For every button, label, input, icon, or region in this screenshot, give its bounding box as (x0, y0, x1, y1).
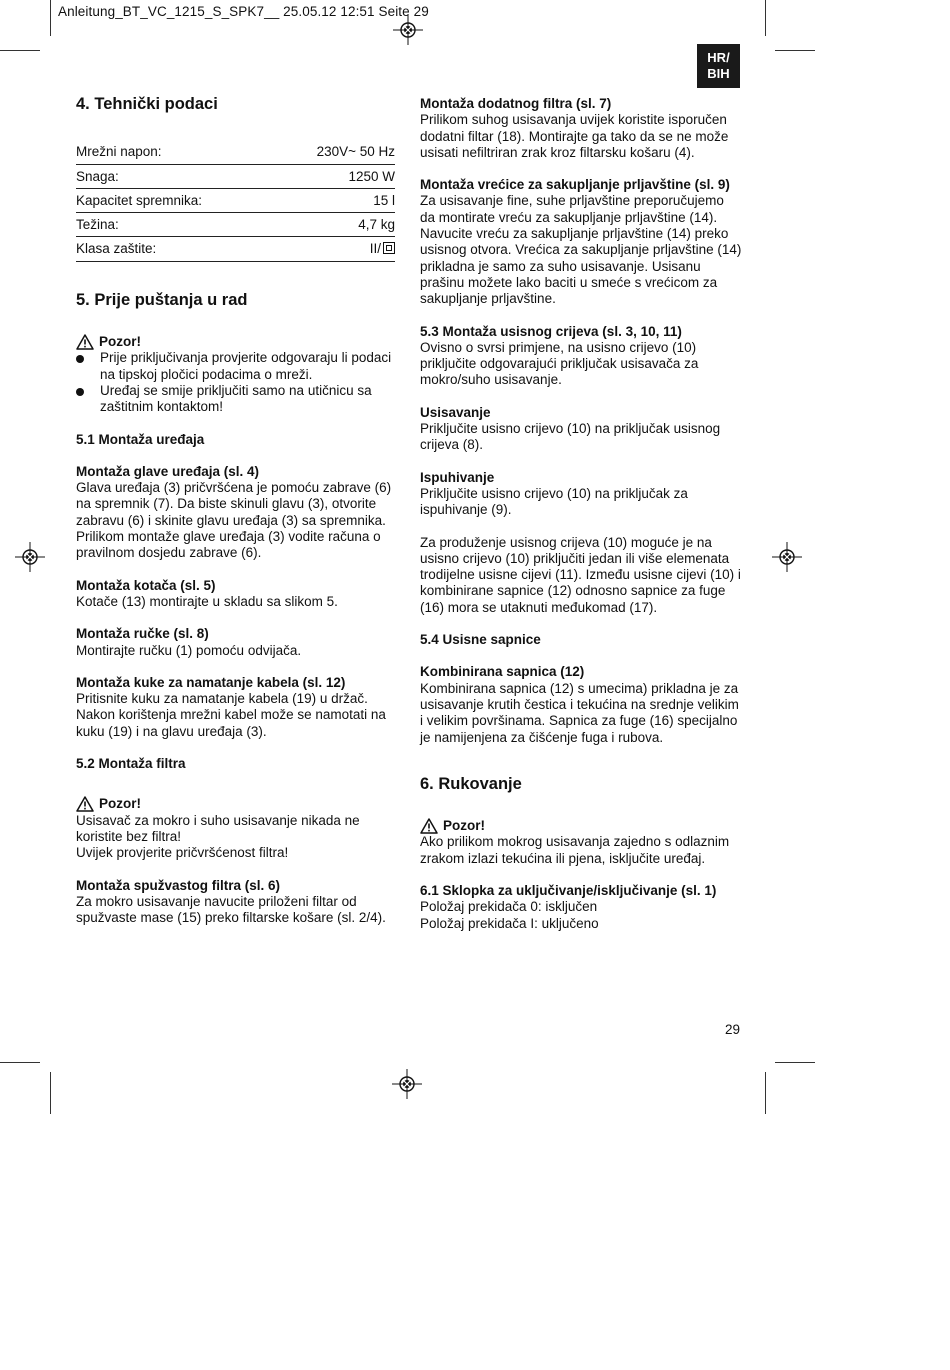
warning-label: Pozor! (99, 334, 141, 350)
language-badge-line1: HR/ (707, 50, 730, 65)
spec-value: II/ (369, 241, 381, 257)
paragraph: Glava uređaja (3) pričvršćena je pomoću zabrave (6) na spremnik (7). Da biste skinuli glavu (3), otvorite zabravu (6) i skinite glavu uređaja (3) sa spremnika. Prilikom montaže glave uređaja (3) vodite računa o pravilnom dosjedu zabrave (6). (76, 480, 392, 561)
spec-value: 15 l (273, 188, 395, 212)
paragraph: Kombinirana sapnica (12) s umecima) prikladna je za usisavanje krutih čestica i tekućina na srednje velikim i velikim površinama. Sapnica za fuge (16) specijalno je namijenjena za čišćenje fuga i rubova. (420, 680, 739, 745)
crop-line (0, 1062, 40, 1063)
paragraph-title: Montaža spužvastog filtra (sl. 6) (76, 877, 281, 893)
spec-label: Snaga: (76, 164, 273, 188)
section4-title: 4. Tehnički podaci (76, 95, 218, 113)
paragraph: Za usisavanje fine, suhe prljavštine preporučujemo da montirate vreću za sakupljanje prljavštine (14). Navucite vreću za sakupljanje prljavštine (14) preko usisnog otvora. Vrećica za sakupljanje prljavštine (14) prikladna je samo za suho usisavanje. Usisanu prašinu možete lako baciti u smeće s vrećicom za sakupljanje prljavštine. (420, 193, 742, 307)
registration-mark-icon (772, 542, 802, 572)
paragraph-title: Montaža ručke (sl. 8) (76, 626, 209, 642)
paragraph-title: Montaža vrećice za sakupljanje prljavštine (sl. 9) (420, 177, 730, 193)
section5-title: 5. Prije puštanja u rad (76, 290, 248, 309)
warning-triangle-icon (76, 796, 94, 812)
language-badge-line2: BIH (707, 66, 730, 81)
paragraph-title: Kombinirana sapnica (12) (420, 664, 585, 680)
crop-line (775, 50, 815, 51)
list-item: Prije priključivanja provjerite odgovaraju li podaci na tipskoj pločici podacima o mreži. (76, 350, 396, 383)
spec-value: 230V~ 50 Hz (273, 140, 395, 164)
crop-line (765, 1072, 766, 1114)
protection-class-icon (383, 242, 395, 254)
paragraph: Ovisno o svrsi primjene, na usisno crijevo (10) priključite odgovarajući priključak usisavača za mokro/suho usisavanje. (420, 339, 699, 388)
right-column (420, 92, 742, 932)
paragraph-title: Montaža kotača (sl. 5) (76, 577, 216, 593)
warning-label: Pozor! (99, 796, 141, 812)
registration-mark-icon (393, 15, 423, 45)
paragraph: Priključite usisno crijevo (10) na priključak usisnog crijeva (8). (420, 421, 721, 453)
crop-line (775, 1062, 815, 1063)
spec-value: 1250 W (273, 164, 395, 188)
paragraph: Položaj prekidača I: uključeno (420, 915, 599, 931)
spec-value-cell (273, 237, 395, 261)
language-badge (697, 44, 740, 88)
warning-triangle-icon (76, 334, 94, 350)
warning-heading (76, 796, 396, 812)
subsection-title: 6.1 Sklopka za uključivanje/isključivanje (sl. 1) (420, 882, 717, 898)
warning-triangle-icon (420, 818, 438, 834)
spec-label: Mrežni napon: (76, 140, 273, 164)
spec-row (76, 213, 395, 237)
spec-label: Kapacitet spremnika: (76, 188, 273, 212)
bullet-list (76, 350, 396, 415)
page-number: 29 (725, 1022, 741, 1037)
paragraph: Pritisnite kuku za namatanje kabela (19) u držač. Nakon korištenja mrežni kabel može se namotati na kuku (19) i na glavu uređaja (3). (76, 691, 386, 739)
crop-line (50, 0, 51, 36)
spec-row (76, 164, 395, 188)
crop-line (765, 0, 766, 36)
paragraph: Položaj prekidača 0: isključen (420, 899, 598, 915)
spec-label: Klasa zaštite: (76, 237, 273, 261)
paragraph-title: Ispuhivanje (420, 469, 495, 485)
section6-title: 6. Rukovanje (420, 774, 522, 793)
spec-table (76, 140, 395, 261)
paragraph-title: Montaža kuke za namatanje kabela (sl. 12) (76, 674, 346, 690)
crop-line (50, 1072, 51, 1114)
paragraph: Za mokro usisavanje navucite priloženi filtar od spužvaste mase (15) preko filtarske košare (sl. 2/4). (76, 893, 386, 926)
paragraph: Za produženje usisnog crijeva (10) moguće je na usisno crijevo (10) priključiti jedan ili više elemenata trodijelne usisne cijevi (11). Između usisne cijevi (10) i kombinirane sapnice (12) odnosno sapnice za fuge (16) mora se utaknuti međukomad (17). (420, 534, 741, 615)
spec-row (76, 237, 395, 261)
warning-label: Pozor! (443, 818, 485, 834)
paragraph: Priključite usisno crijevo (10) na priključak za ispuhivanje (9). (420, 485, 688, 518)
paragraph: Kotače (13) montirajte u skladu sa slikom 5. (76, 593, 338, 609)
spec-label: Težina: (76, 213, 273, 237)
subsection-title: 5.3 Montaža usisnog crijeva (sl. 3, 10, 11) (420, 323, 682, 339)
paragraph: Uvijek provjerite pričvršćenost filtra! (76, 845, 289, 861)
paragraph: Prilikom suhog usisavanja uvijek koristite isporučen dodatni filtar (18). Montirajte ga tako da se ne može usisati nefiltriran zrak kroz filtarsku košaru (4). (420, 112, 729, 160)
warning-heading (76, 334, 396, 350)
spec-value: 4,7 kg (273, 213, 395, 237)
print-header: Anleitung_BT_VC_1215_S_SPK7__ 25.05.12 12:51 Seite 29 (58, 4, 429, 19)
paragraph-title: Montaža dodatnog filtra (sl. 7) (420, 96, 612, 111)
paragraph-title: Montaža glave uređaja (sl. 4) (76, 463, 260, 479)
crop-line (0, 50, 40, 51)
spec-row (76, 140, 395, 164)
spec-row (76, 188, 395, 212)
paragraph-title: Usisavanje (420, 404, 491, 420)
subsection-title: 5.2 Montaža filtra (76, 756, 186, 772)
paragraph: Ako prilikom mokrog usisavanja zajedno s odlaznim zrakom izlazi tekućina ili pjena, isključite uređaj. (420, 834, 730, 866)
subsection-title: 5.4 Usisne sapnice (420, 632, 541, 648)
registration-mark-icon (392, 1069, 422, 1099)
warning-heading (420, 818, 742, 834)
list-item: Uređaj se smije priključiti samo na utičnicu sa zaštitnim kontaktom! (76, 383, 396, 416)
subsection-title: 5.1 Montaža uređaja (76, 431, 205, 447)
paragraph: Usisavač za mokro i suho usisavanje nikada ne koristite bez filtra! (76, 812, 360, 844)
registration-mark-icon (15, 542, 45, 572)
left-column (76, 92, 396, 926)
paragraph: Montirajte ručku (1) pomoću odvijača. (76, 642, 302, 658)
